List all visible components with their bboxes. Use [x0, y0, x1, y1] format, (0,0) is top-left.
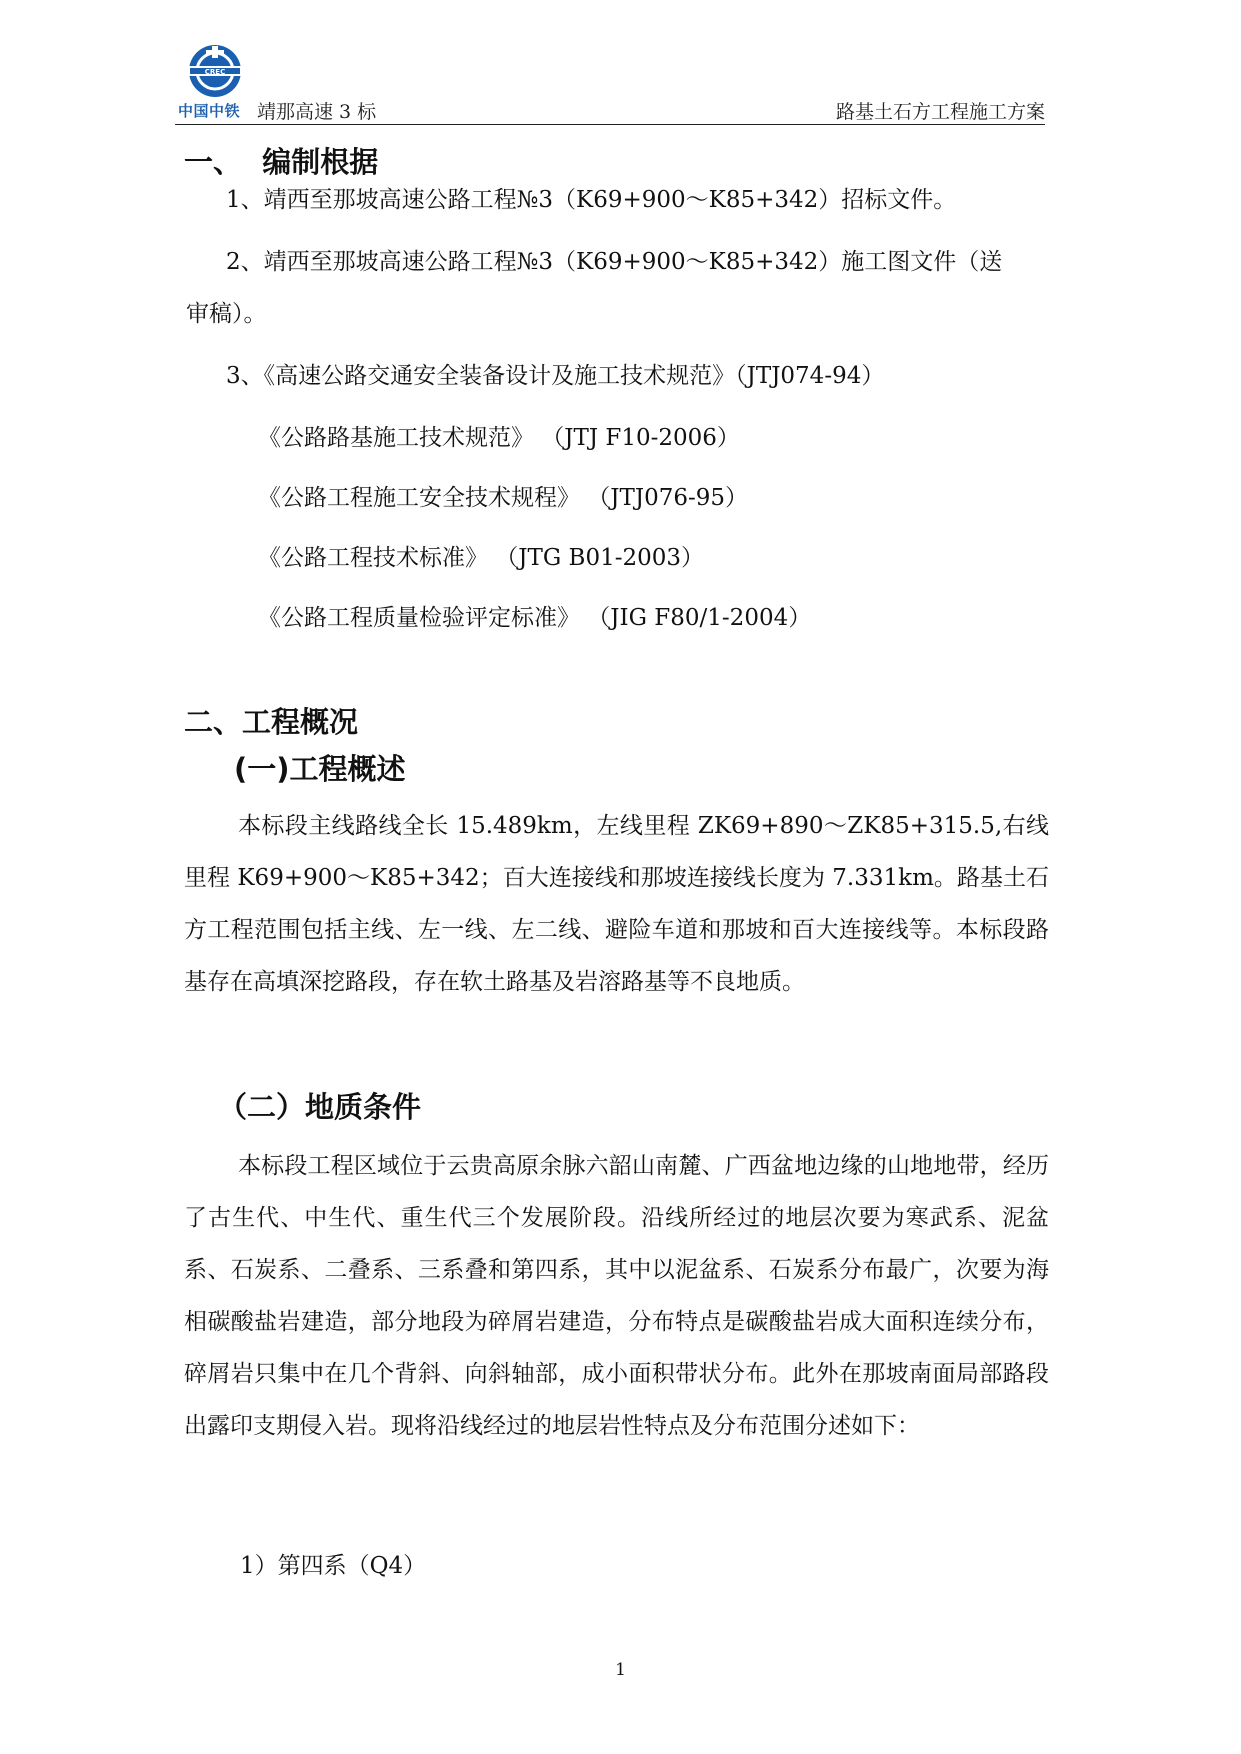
basis-item-3: 3、《高速公路交通安全装备设计及施工技术规范》（JTJ074-94）	[226, 363, 885, 389]
logo-text: 中国中铁	[178, 102, 241, 120]
overview-paragraph: 本标段主线路线全长 15.489km，左线里程 ZK69+890～ZK85+315.5,右线里程 K69+900～K85+342；百大连接线和那坡连接线长度为 7.331km。路基土石方工程范围包括主线、左一线、左二线、避险车道和那坡和百大连接线等。本标段路基存在高填深挖路段，存在软土路基及岩溶路基等不良地质。	[184, 813, 1049, 995]
basis-item-2: 2、靖西至那坡高速公路工程№3（K69+900～K85+342）施工图文件（送	[226, 249, 1003, 275]
svg-text:CREC: CREC	[204, 68, 226, 76]
geology-paragraph: 本标段工程区域位于云贵高原余脉六韶山南麓、广西盆地边缘的山地地带，经历了古生代、中生代、重生代三个发展阶段。沿线所经过的地层次要为寒武系、泥盆系、石炭系、二叠系、三系叠和第四系，其中以泥盆系、石炭系分布最广，次要为海相碳酸盐岩建造，部分地段为碎屑岩建造，分布特点是碳酸盐岩成大面积连续分布，碎屑岩只集中在几个背斜、向斜轴部，成小面积带状分布。此外在那坡南面局部路段出露印支期侵入岩。现将沿线经过的地层岩性特点及分布范围分述如下：	[184, 1153, 1049, 1439]
basis-item-4: 《公路路基施工技术规范》 （JTJ F10-2006）	[258, 425, 740, 451]
subsection-2-heading: （二）地质条件	[218, 1090, 422, 1124]
project-name: 靖那高速 3 标	[257, 101, 377, 123]
subsection-1-heading: (一)工程概述	[234, 752, 406, 786]
basis-item-1: 1、靖西至那坡高速公路工程№3（K69+900～K85+342）招标文件。	[226, 187, 957, 213]
page-header	[175, 42, 1045, 125]
document-title: 路基土石方工程施工方案	[835, 101, 1045, 123]
basis-item-6: 《公路工程技术标准》 （JTG B01-2003）	[258, 545, 705, 571]
section-2-heading: 二、工程概况	[184, 705, 359, 739]
basis-item-2-cont: 审稿）。	[186, 301, 267, 327]
geology-item-1: 1）第四系（Q4）	[240, 1553, 427, 1579]
page-number: 1	[615, 1660, 626, 1680]
basis-item-5: 《公路工程施工安全技术规程》 （JTJ076-95）	[258, 485, 749, 511]
basis-item-7: 《公路工程质量检验评定标准》 （JIG F80/1-2004）	[258, 605, 812, 631]
section-1-heading: 一、 编制根据	[184, 145, 379, 179]
crec-logo-icon	[180, 42, 250, 100]
